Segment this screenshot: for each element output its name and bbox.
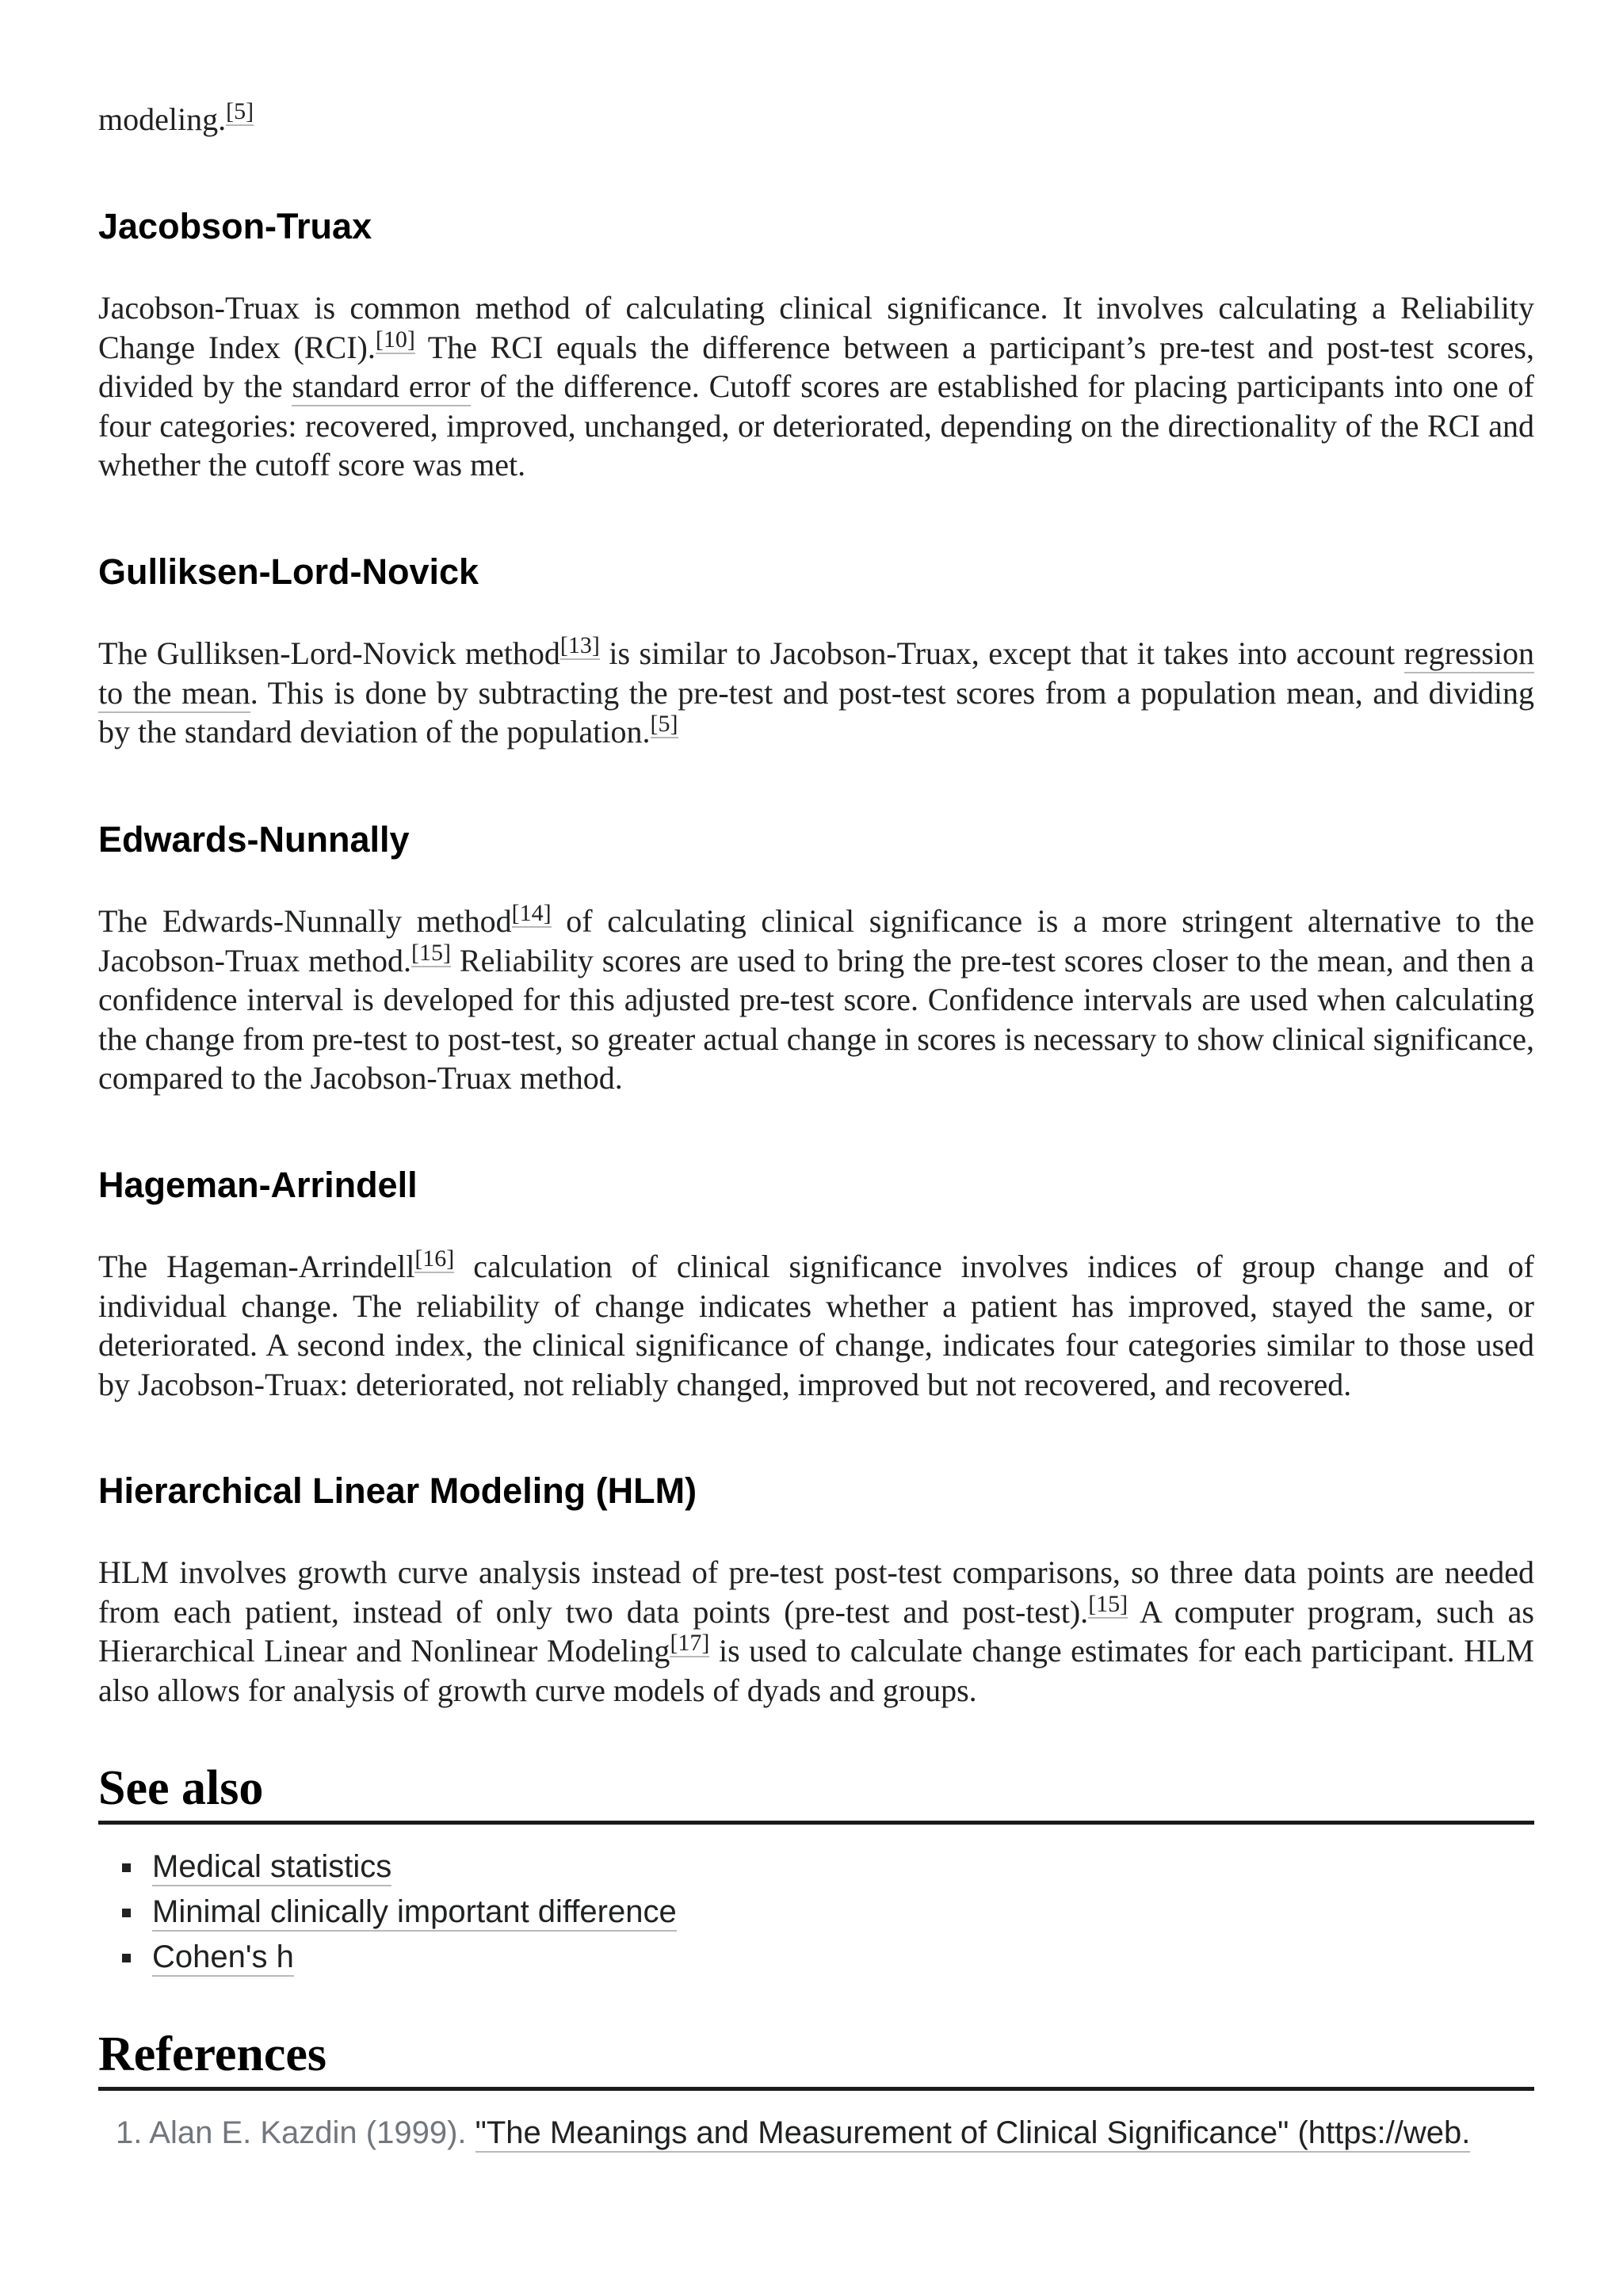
cohens-h-link[interactable]: Cohen's h <box>152 1939 294 1977</box>
standard-error-link[interactable]: standard error <box>292 368 470 406</box>
section-heading-edwards-nunnally: Edwards-Nunnally <box>98 819 410 860</box>
regression-to-the-mean-link[interactable]: regression to the mean <box>98 635 1534 713</box>
citation-5[interactable] <box>226 98 254 126</box>
citation-15[interactable] <box>411 940 451 967</box>
section-heading-jacobson-truax: Jacobson-Truax <box>98 206 372 246</box>
paragraph-text: is similar to Jacobson-Truax, except that it takes into account <box>599 635 1404 671</box>
citation-link[interactable]: [17] <box>670 1630 710 1656</box>
citation-link[interactable]: [14] <box>511 900 552 926</box>
reference-title-link[interactable]: "The Meanings and Measurement of Clinical Significance" (https://web. <box>475 2115 1471 2153</box>
citation-link[interactable]: [13] <box>559 632 600 658</box>
paragraph-text: The Hageman-Arrindell <box>98 1249 415 1284</box>
bullet-icon <box>122 1954 131 1962</box>
reference-author: Alan E. Kazdin (1999). <box>149 2115 467 2150</box>
bullet-icon <box>122 1909 131 1917</box>
citation-5[interactable] <box>651 711 678 738</box>
see-also-list <box>98 1844 1534 1980</box>
citation-10[interactable] <box>376 326 415 354</box>
paragraph-text: A computer program, such as Hierarchical Linear and Nonlinear Modeling <box>98 1593 1534 1669</box>
section-heading-references: References <box>98 2025 1534 2091</box>
see-also-item <box>98 1935 1534 1980</box>
gulliksen-paragraph <box>98 634 1534 752</box>
intro-paragraph <box>98 100 1534 139</box>
reference-item <box>116 2112 1552 2153</box>
paragraph-text: Jacobson-Truax is common method of calculating clinical significance. It involves calculating a Reliability Change Index (RCI). <box>98 290 1534 365</box>
citation-link[interactable]: [15] <box>1088 1590 1128 1617</box>
paragraph-text: . This is done by subtracting the pre-test and post-test scores from a population mean, and dividing by the standard deviation of the population. <box>98 674 1534 749</box>
jacobson-truax-paragraph <box>98 288 1534 485</box>
paragraph-text: HLM involves growth curve analysis instead of pre-test post-test comparisons, so three data points are needed from each patient, instead of only two data points (pre-test and post-test). <box>98 1554 1534 1630</box>
citation-link[interactable]: [16] <box>414 1245 455 1272</box>
intro-text: modeling. <box>98 101 227 137</box>
see-also-item <box>98 1844 1534 1890</box>
paragraph-text: of the difference. Cutoff scores are established for placing participants into one of four categories: recovered, improved, unchanged, or deteriorated, depending on the directionality of the RCI and whether the cutoff score was met. <box>98 368 1534 482</box>
references-list <box>116 2112 1552 2153</box>
hageman-arrindell-paragraph <box>98 1247 1534 1404</box>
citation-13[interactable] <box>560 632 600 660</box>
paragraph-text: calculation of clinical significance involves indices of group change and of individual change. The reliability of change indicates whether a patient has improved, stayed the same, or deteriorated. A second index, the clinical significance of change, indicates four categories similar to those used by Jacobson-Truax: deteriorated, not reliably changed, improved but not recovered, and recovered. <box>98 1249 1534 1402</box>
hlm-paragraph <box>98 1553 1534 1710</box>
citation-link[interactable]: [15] <box>411 939 451 966</box>
citation-16[interactable] <box>414 1245 454 1273</box>
citation-link[interactable]: [10] <box>375 326 415 353</box>
section-heading-gulliksen-lord-novick: Gulliksen-Lord-Novick <box>98 551 479 592</box>
paragraph-text: Reliability scores are used to bring the pre-test scores closer to the mean, and then a confidence interval is developed for this adjusted pre-test score. Confidence intervals are used when calculating the change from pre-test to post-test, so greater actual change in scores is necessary to show clinical significance, compared to the Jacobson-Truax method. <box>98 942 1534 1096</box>
reference-number: 1. <box>116 2115 143 2150</box>
citation-15[interactable] <box>1088 1591 1128 1619</box>
citation-link[interactable]: [5] <box>650 711 678 737</box>
paragraph-text: The Edwards-Nunnally method <box>98 903 512 939</box>
medical-statistics-link[interactable]: Medical statistics <box>152 1849 391 1886</box>
minimal-clinically-important-difference-link[interactable]: Minimal clinically important difference <box>152 1894 677 1932</box>
paragraph-text: is used to calculate change estimates for each participant. HLM also allows for analysis of growth curve models of dyads and groups. <box>98 1633 1535 1708</box>
paragraph-text: The Gulliksen-Lord-Novick method <box>98 635 560 671</box>
paragraph-text: of calculating clinical significance is a more stringent alternative to the Jacobson-Truax method. <box>98 903 1534 978</box>
section-heading-hageman-arrindell: Hageman-Arrindell <box>98 1165 418 1205</box>
citation-14[interactable] <box>512 900 552 928</box>
bullet-icon <box>122 1863 131 1872</box>
paragraph-text: The RCI equals the difference between a participant’s pre-test and post-test scores, divided by the <box>98 329 1534 404</box>
see-also-item <box>98 1890 1534 1935</box>
edwards-nunnally-paragraph <box>98 902 1534 1098</box>
section-heading-hlm: Hierarchical Linear Modeling (HLM) <box>98 1470 697 1511</box>
citation-link[interactable]: [5] <box>226 98 254 124</box>
citation-17[interactable] <box>670 1630 709 1657</box>
section-heading-see-also: See also <box>98 1759 1534 1825</box>
